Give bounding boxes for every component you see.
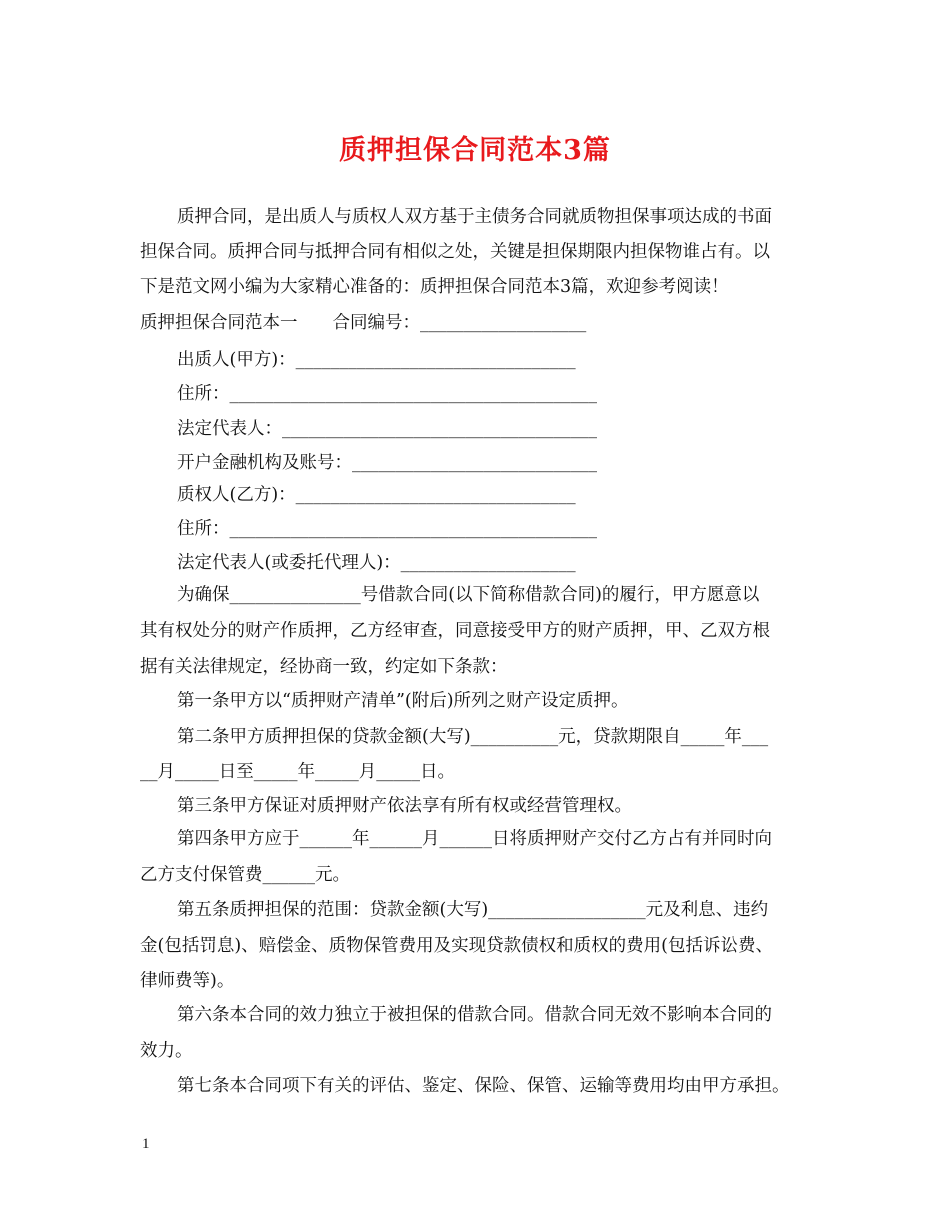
clause-line: 第四条甲方应于______年______月______日将质押财产交付乙方占有并同时向 xyxy=(177,829,772,849)
paragraph-line: 为确保_______________号借款合同(以下简称借款合同)的履行，甲方愿意以 xyxy=(177,585,760,605)
paragraph-line: 下是范文网小编为大家精心准备的：质押担保合同范本3篇，欢迎参考阅读！ xyxy=(140,277,729,297)
paragraph-line: 据有关法律规定，经协商一致，约定如下条款： xyxy=(140,657,508,677)
paragraph-line: 担保合同。质押合同与抵押合同有相似之处，关键是担保期限内担保物谁占有。以 xyxy=(140,242,770,262)
contract-header-line: 质押担保合同范本一 合同编号：___________________ xyxy=(140,313,587,333)
clause-line: __月_____日至_____年_____月_____日。 xyxy=(140,762,455,782)
page-number: 1 xyxy=(142,1136,150,1152)
clause-line: 第三条甲方保证对质押财产依法享有所有权或经营管理权。 xyxy=(177,796,632,816)
form-field-line: 住所：__________________________________________ xyxy=(177,384,597,404)
paragraph-line: 质押合同，是出质人与质权人双方基于主债务合同就质物担保事项达成的书面 xyxy=(177,207,772,227)
clause-line: 第七条本合同项下有关的评估、鉴定、保险、保管、运输等费用均由甲方承担。 xyxy=(177,1076,790,1096)
form-field-line: 质权人(乙方)：________________________________ xyxy=(177,485,576,505)
clause-line: 第五条质押担保的范围：贷款金额(大写)__________________元及利息、违约 xyxy=(177,900,769,920)
paragraph-line: 其有权处分的财产作质押，乙方经审查，同意接受甲方的财产质押，甲、乙双方根 xyxy=(140,621,770,641)
clause-line: 乙方支付保管费______元。 xyxy=(140,865,350,885)
form-field-line: 法定代表人：____________________________________ xyxy=(177,419,597,439)
clause-line: 第二条甲方质押担保的贷款金额(大写)__________元，贷款期限自_____年___ xyxy=(177,727,769,747)
form-field-line: 开户金融机构及账号：____________________________ xyxy=(177,453,597,473)
document-title: 质押担保合同范本3篇 xyxy=(339,135,611,166)
clause-line: 金(包括罚息)、赔偿金、质物保管费用及实现贷款债权和质权的费用(包括诉讼费、 xyxy=(140,936,773,956)
clause-line: 效力。 xyxy=(140,1041,193,1061)
form-field-line: 出质人(甲方)：________________________________ xyxy=(177,350,576,370)
form-field-line: 法定代表人(或委托代理人)：____________________ xyxy=(177,553,576,573)
clause-line: 第六条本合同的效力独立于被担保的借款合同。借款合同无效不影响本合同的 xyxy=(177,1005,772,1025)
clause-line: 律师费等)。 xyxy=(140,971,235,991)
form-field-line: 住所：__________________________________________ xyxy=(177,519,597,539)
clause-line: 第一条甲方以“质押财产清单”(附后)所列之财产设定质押。 xyxy=(177,691,629,711)
